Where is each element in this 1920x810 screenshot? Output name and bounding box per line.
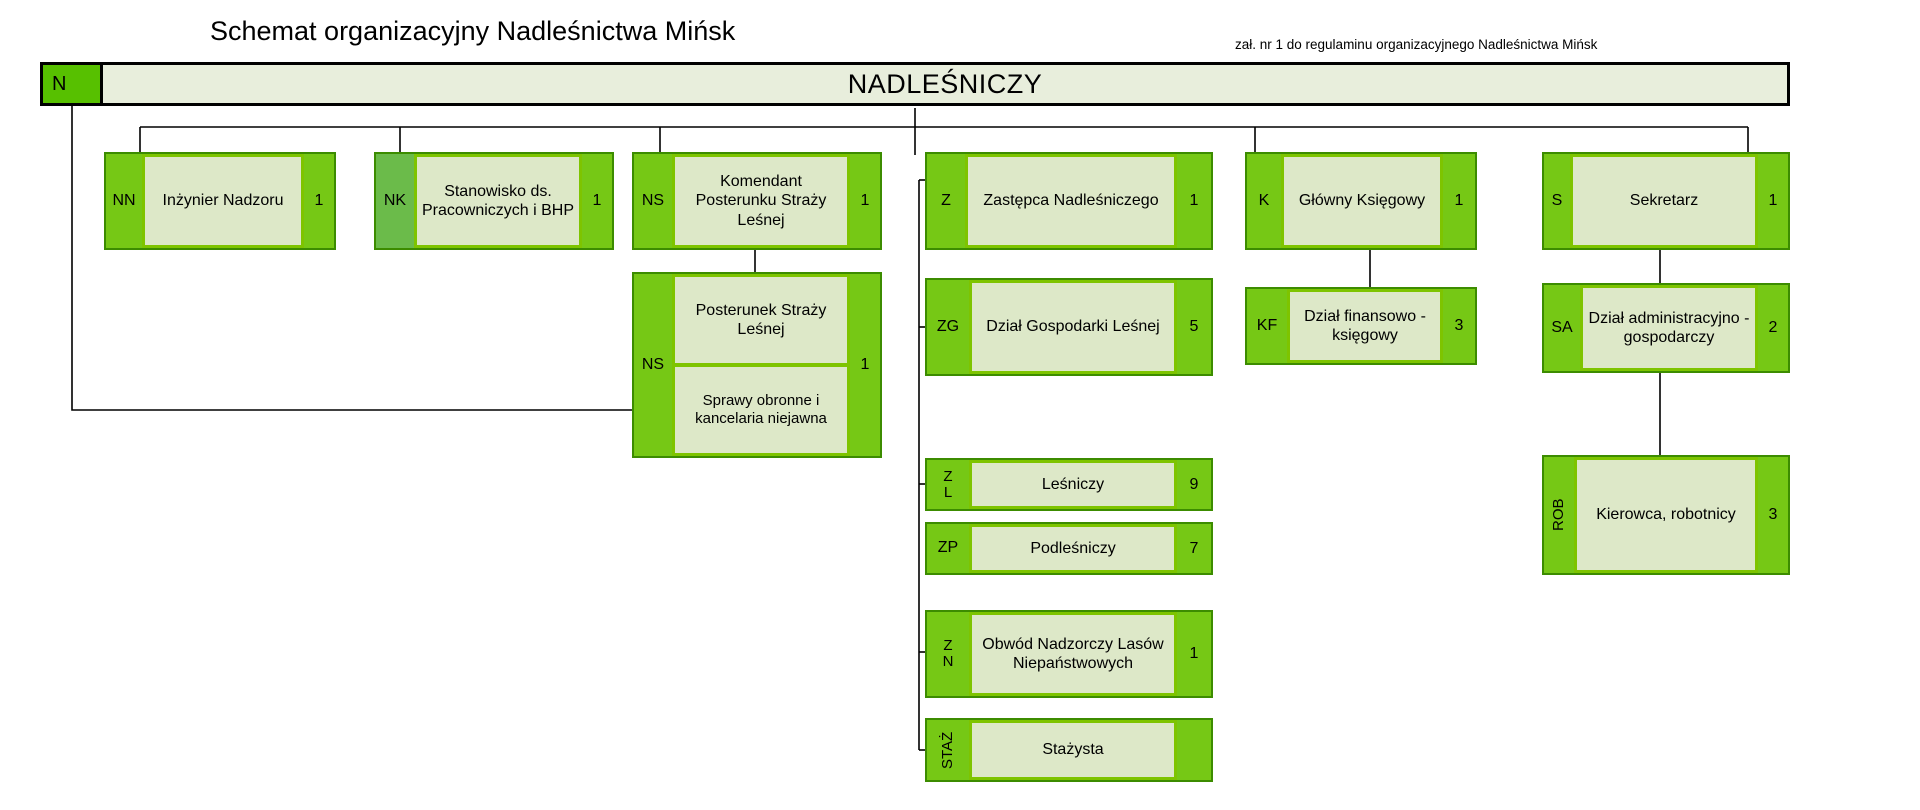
node-z-count: 1 (1177, 154, 1211, 248)
node-zp-label: Podleśniczy (972, 527, 1174, 570)
node-k-code: K (1247, 154, 1281, 248)
node-rob-count: 3 (1758, 457, 1788, 573)
node-kf-dzial-finansowo-ksiegowy[interactable] (1245, 287, 1477, 365)
node-nk-label: Stanowisko ds. Pracowniczych i BHP (417, 157, 579, 245)
node-nn-inzynier-nadzoru[interactable] (104, 152, 336, 250)
node-staz-label: Stażysta (972, 723, 1174, 777)
node-ns-komendant-posterunku[interactable] (632, 152, 882, 250)
node-s-count: 1 (1758, 154, 1788, 248)
node-ns2-label-bottom: Sprawy obronne i kancelaria niejawna (675, 367, 847, 453)
page-title: Schemat organizacyjny Nadleśnictwa Mińsk (210, 16, 736, 46)
node-zg-label: Dział Gospodarki Leśnej (972, 283, 1174, 371)
node-nk-count: 1 (582, 154, 612, 248)
node-nn-code: NN (106, 154, 142, 248)
node-staz-stazysta[interactable] (925, 718, 1213, 782)
node-s-label: Sekretarz (1573, 157, 1755, 245)
node-zg-dzial-gospodarki-lesnej[interactable] (925, 278, 1213, 376)
node-zg-code: ZG (927, 280, 969, 374)
node-ns2-count: 1 (850, 274, 880, 456)
document-reference-note: zał. nr 1 do regulaminu organizacyjnego Nadleśnictwa Mińsk (1235, 37, 1598, 52)
node-zg-count: 5 (1177, 280, 1211, 374)
node-s-code: S (1544, 154, 1570, 248)
node-zl-lesniczy[interactable] (925, 458, 1213, 511)
node-zn-obwod-nadzorczy[interactable] (925, 610, 1213, 698)
node-zp-count: 7 (1177, 524, 1211, 573)
node-z-zastepca-nadlesniczego[interactable] (925, 152, 1213, 250)
node-kf-code: KF (1247, 289, 1287, 363)
node-sa-count: 2 (1758, 285, 1788, 371)
node-k-count: 1 (1443, 154, 1475, 248)
node-zl-code: Z L (927, 460, 969, 509)
node-sa-label: Dział administracyjno - gospodarczy (1583, 288, 1755, 368)
node-zl-count: 9 (1177, 460, 1211, 509)
node-ns-posterunek-strazy-lesnej[interactable] (632, 272, 882, 458)
node-ns2-rows (672, 274, 850, 456)
node-zn-count: 1 (1177, 612, 1211, 696)
node-nk-stanowisko-ds-pracowniczych[interactable] (374, 152, 614, 250)
node-staz-count (1177, 720, 1211, 780)
node-nn-count: 1 (304, 154, 334, 248)
node-sa-dzial-administracyjno-gospodarczy[interactable] (1542, 283, 1790, 373)
node-sa-code: SA (1544, 285, 1580, 371)
node-rob-kierowca-robotnicy[interactable] (1542, 455, 1790, 575)
node-nn-label: Inżynier Nadzoru (145, 157, 301, 245)
root-label: NADLEŚNICZY (847, 68, 1043, 99)
root-node-nadlesniczy[interactable] (40, 62, 1790, 106)
node-ns-count: 1 (850, 154, 880, 248)
node-kf-count: 3 (1443, 289, 1475, 363)
node-k-glowny-ksiegowy[interactable] (1245, 152, 1477, 250)
node-nk-code: NK (376, 154, 414, 248)
node-z-label: Zastępca Nadleśniczego (968, 157, 1174, 245)
node-rob-code: ROB (1544, 457, 1574, 573)
node-zn-code: Z N (927, 612, 969, 696)
node-kf-label: Dział finansowo - księgowy (1290, 292, 1440, 360)
node-staz-code: STAŻ (927, 720, 969, 780)
node-ns-code: NS (634, 154, 672, 248)
node-zn-label: Obwód Nadzorczy Lasów Niepaństwowych (972, 615, 1174, 693)
node-zp-podlesniczy[interactable] (925, 522, 1213, 575)
root-code: N (43, 65, 103, 103)
node-s-sekretarz[interactable] (1542, 152, 1790, 250)
node-k-label: Główny Księgowy (1284, 157, 1440, 245)
node-zl-label: Leśniczy (972, 463, 1174, 506)
node-ns2-code: NS (634, 274, 672, 456)
node-ns-label: Komendant Posterunku Straży Leśnej (675, 157, 847, 245)
node-zp-code: ZP (927, 524, 969, 573)
node-z-code: Z (927, 154, 965, 248)
node-ns2-label-top: Posterunek Straży Leśnej (675, 277, 847, 363)
node-rob-label: Kierowca, robotnicy (1577, 460, 1755, 570)
